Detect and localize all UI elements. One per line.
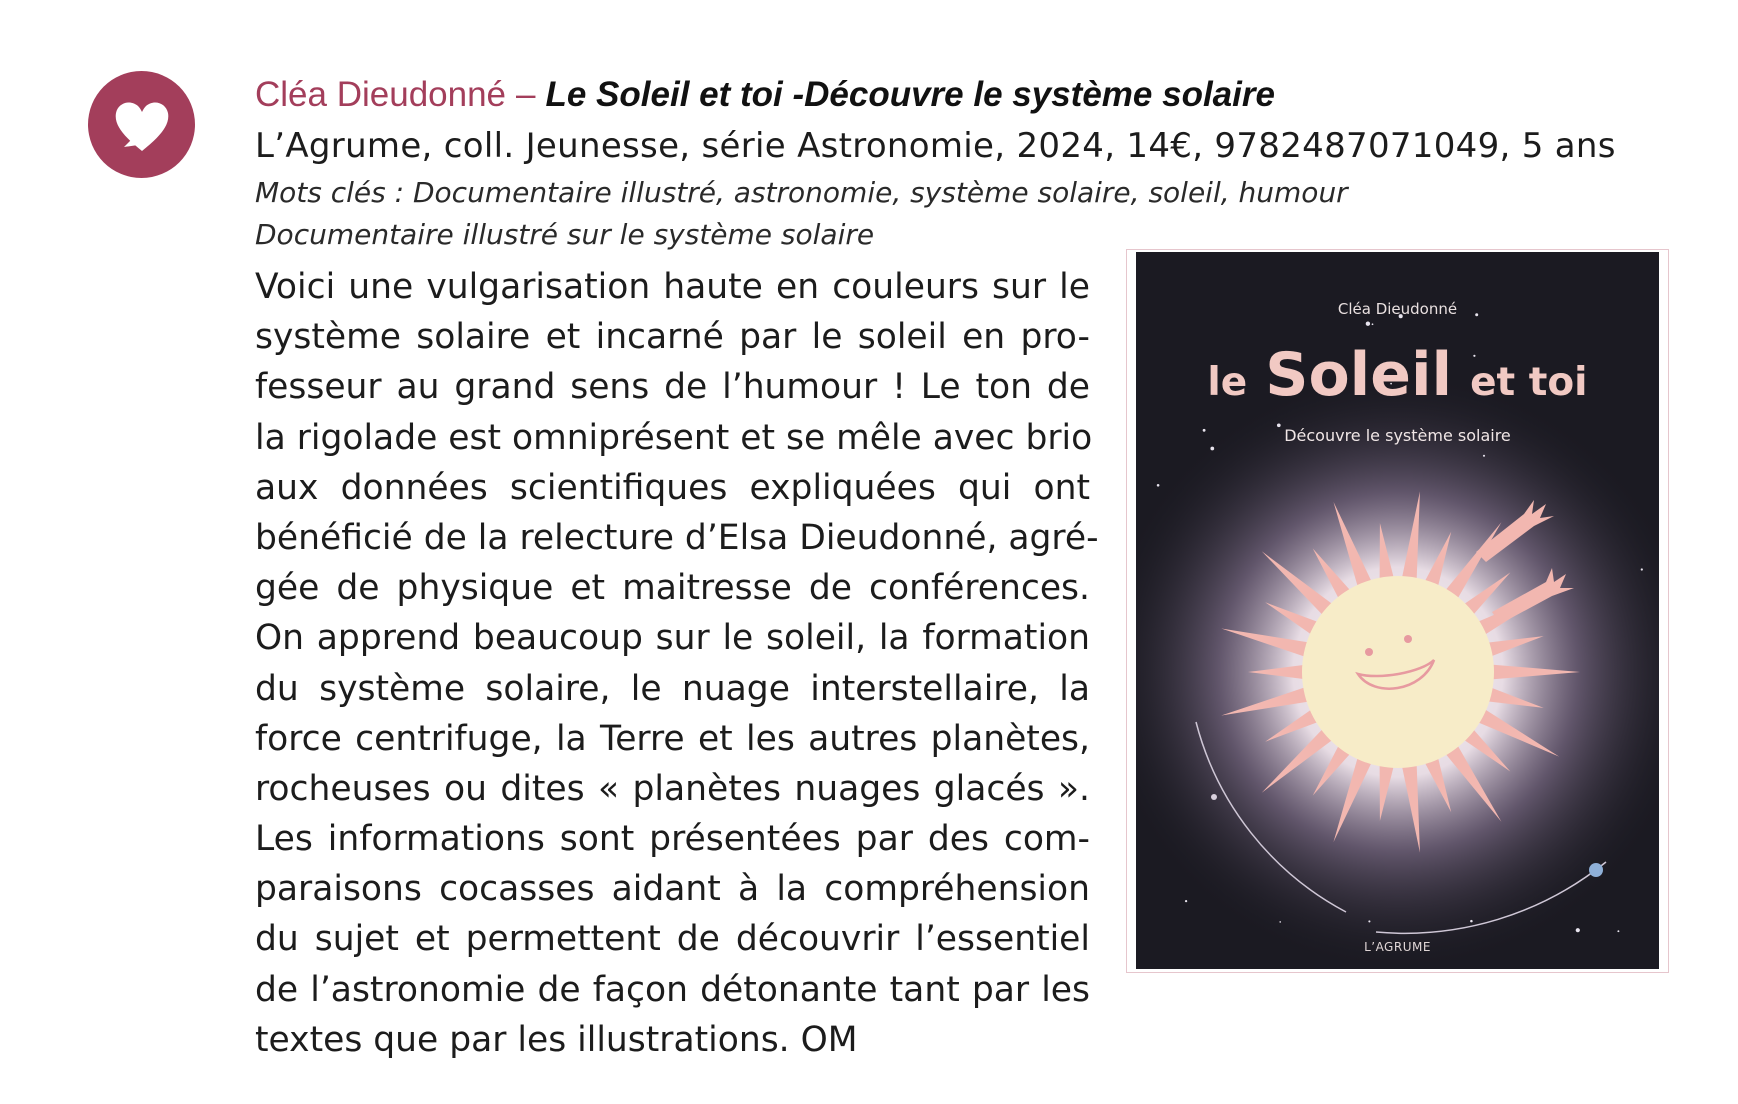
review-line: aux données scientifiques expliquées qui ont	[255, 467, 1090, 508]
author-title-line	[255, 70, 1715, 120]
review-line: gée de physique et maitresse de conférences.	[255, 568, 1090, 609]
review-line: bénéficié de la relecture d’Elsa Dieudonné, agré-	[255, 517, 1099, 558]
cover-title-soleil: Soleil	[1265, 340, 1453, 410]
review-line: du sujet et permettent de découvrir l’essentiel	[255, 919, 1090, 960]
cover-title	[1136, 340, 1659, 410]
star	[1641, 568, 1643, 570]
publisher-info: L’Agrume, coll. Jeunesse, série Astronomie, 2024, 14€, 9782487071049, 5 ans	[255, 126, 1616, 166]
star	[1185, 900, 1187, 902]
cover-subtitle: Découvre le système solaire	[1284, 426, 1511, 445]
review-line: du système solaire, le nuage interstellaire, la	[255, 668, 1090, 709]
cover-title-le: le	[1207, 360, 1248, 405]
review-line: de l’astronomie de façon détonante tant par les	[255, 969, 1090, 1010]
review-line: On apprend beaucoup sur le soleil, la formation	[255, 618, 1090, 659]
star	[1368, 920, 1370, 922]
cover-art	[1136, 252, 1659, 969]
sun-eye-right	[1404, 635, 1412, 643]
review-line: paraisons cocasses aidant à la compréhension	[255, 869, 1090, 910]
heart-badge	[88, 71, 195, 178]
sun-eye-left	[1365, 648, 1373, 656]
cover-publisher: L’AGRUME	[1364, 940, 1431, 954]
review-line: Les informations sont présentées par des com-	[255, 819, 1090, 860]
cover-title-et-toi: et toi	[1470, 360, 1588, 405]
review-line: textes que par les illustrations. OM	[255, 1019, 858, 1060]
author-name: Cléa Dieudonné	[255, 75, 507, 114]
star	[1279, 921, 1281, 923]
cover-author: Cléa Dieudonné	[1337, 300, 1458, 318]
entry-header	[255, 70, 1715, 256]
star	[1470, 920, 1473, 923]
review-line: système solaire et incarné par le soleil en pro-	[255, 317, 1090, 358]
review-line: fesseur au grand sens de l’humour ! Le ton de	[255, 367, 1090, 408]
review-line: force centrifuge, la Terre et les autres planètes,	[255, 718, 1090, 759]
heart-icon	[112, 97, 172, 155]
book-title: Le Soleil et toi -Découvre le système solaire	[545, 75, 1275, 114]
separator: –	[516, 75, 536, 114]
star	[1372, 323, 1374, 325]
genre: Documentaire illustré sur le système solaire	[255, 218, 875, 251]
star	[1483, 455, 1485, 457]
book-cover	[1126, 249, 1669, 973]
small-planet	[1211, 794, 1217, 800]
star	[1366, 322, 1370, 326]
earth-planet	[1589, 863, 1603, 877]
sun-face	[1302, 576, 1494, 768]
star	[1617, 930, 1619, 932]
review-text	[255, 262, 1099, 1065]
star	[1576, 928, 1580, 932]
review-line: Voici une vulgarisation haute en couleurs sur le	[255, 267, 1090, 307]
review-line: rocheuses ou dites « planètes nuages glacés ».	[255, 768, 1090, 809]
star	[1210, 447, 1214, 451]
keywords: Mots clés : Documentaire illustré, astronomie, système solaire, soleil, humour	[255, 176, 1348, 209]
star	[1157, 484, 1160, 487]
review-line: la rigolade est omniprésent et se mêle avec brio	[255, 417, 1093, 458]
